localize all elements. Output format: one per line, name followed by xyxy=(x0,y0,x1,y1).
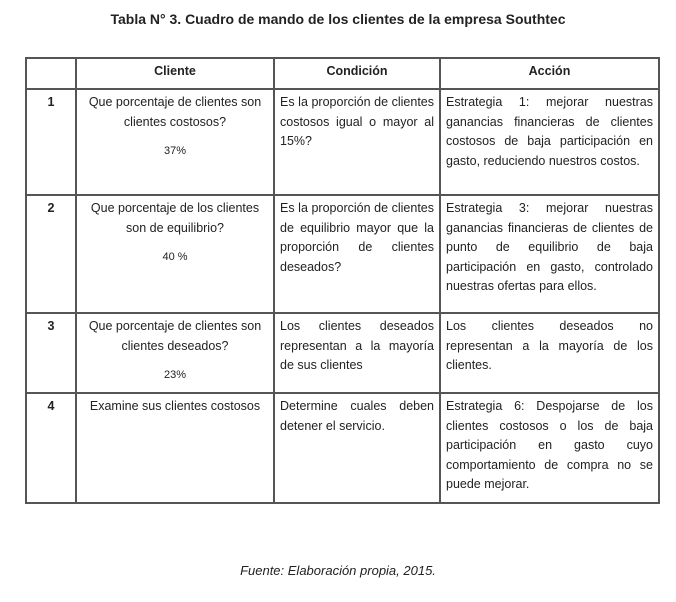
row-number: 2 xyxy=(26,195,76,313)
dashboard-table xyxy=(25,57,660,504)
table-title: Tabla N° 3. Cuadro de mando de los clientes de la empresa Southtec xyxy=(110,11,566,27)
header-condicion: Condición xyxy=(274,58,440,89)
row-number: 3 xyxy=(26,313,76,393)
header-number xyxy=(26,58,76,89)
cliente-percentage: 37% xyxy=(163,145,187,157)
header-row xyxy=(26,58,659,89)
cliente-cell xyxy=(76,89,274,195)
condicion-cell: Los clientes deseados representan a la mayoría de sus clientes xyxy=(274,313,440,393)
row-number: 4 xyxy=(26,393,76,503)
table-row xyxy=(26,195,659,313)
cliente-percentage: 23% xyxy=(163,369,187,381)
table-row xyxy=(26,89,659,195)
row-number: 1 xyxy=(26,89,76,195)
cliente-percentage: 40 % xyxy=(162,251,188,263)
cliente-question: Que porcentaje de los clientes son de equilibrio? xyxy=(90,201,260,235)
cliente-question: Que porcentaje de clientes son clientes deseados? xyxy=(88,319,262,353)
cliente-question: Examine sus clientes costosos xyxy=(89,399,261,413)
cliente-cell xyxy=(76,393,274,503)
cliente-question: Que porcentaje de clientes son clientes costosos? xyxy=(88,95,262,129)
source-caption: Fuente: Elaboración propia, 2015. xyxy=(240,563,436,578)
cliente-cell xyxy=(76,313,274,393)
condicion-cell: Determine cuales deben detener el servicio. xyxy=(274,393,440,503)
condicion-cell: Es la proporción de clientes de equilibrio mayor que la proporción de clientes deseados? xyxy=(274,195,440,313)
header-accion: Acción xyxy=(440,58,659,89)
accion-cell: Estrategia 3: mejorar nuestras ganancias financieras de clientes de punto de equilibrio de baja participación en gasto, controlado nuestras ofertas para ellos. xyxy=(440,195,659,313)
accion-cell: Los clientes deseados no representan a la mayoría de los clientes. xyxy=(440,313,659,393)
header-cliente: Cliente xyxy=(76,58,274,89)
accion-cell: Estrategia 6: Despojarse de los clientes costosos o los de baja participación en gasto cuyo comportamiento de compra no se puede mejorar. xyxy=(440,393,659,503)
condicion-cell: Es la proporción de clientes costosos igual o mayor al 15%? xyxy=(274,89,440,195)
table-row xyxy=(26,393,659,503)
table-row xyxy=(26,313,659,393)
cliente-cell xyxy=(76,195,274,313)
accion-cell: Estrategia 1: mejorar nuestras ganancias financieras de clientes costosos de baja participación en gasto, reduciendo nuestros costos. xyxy=(440,89,659,195)
